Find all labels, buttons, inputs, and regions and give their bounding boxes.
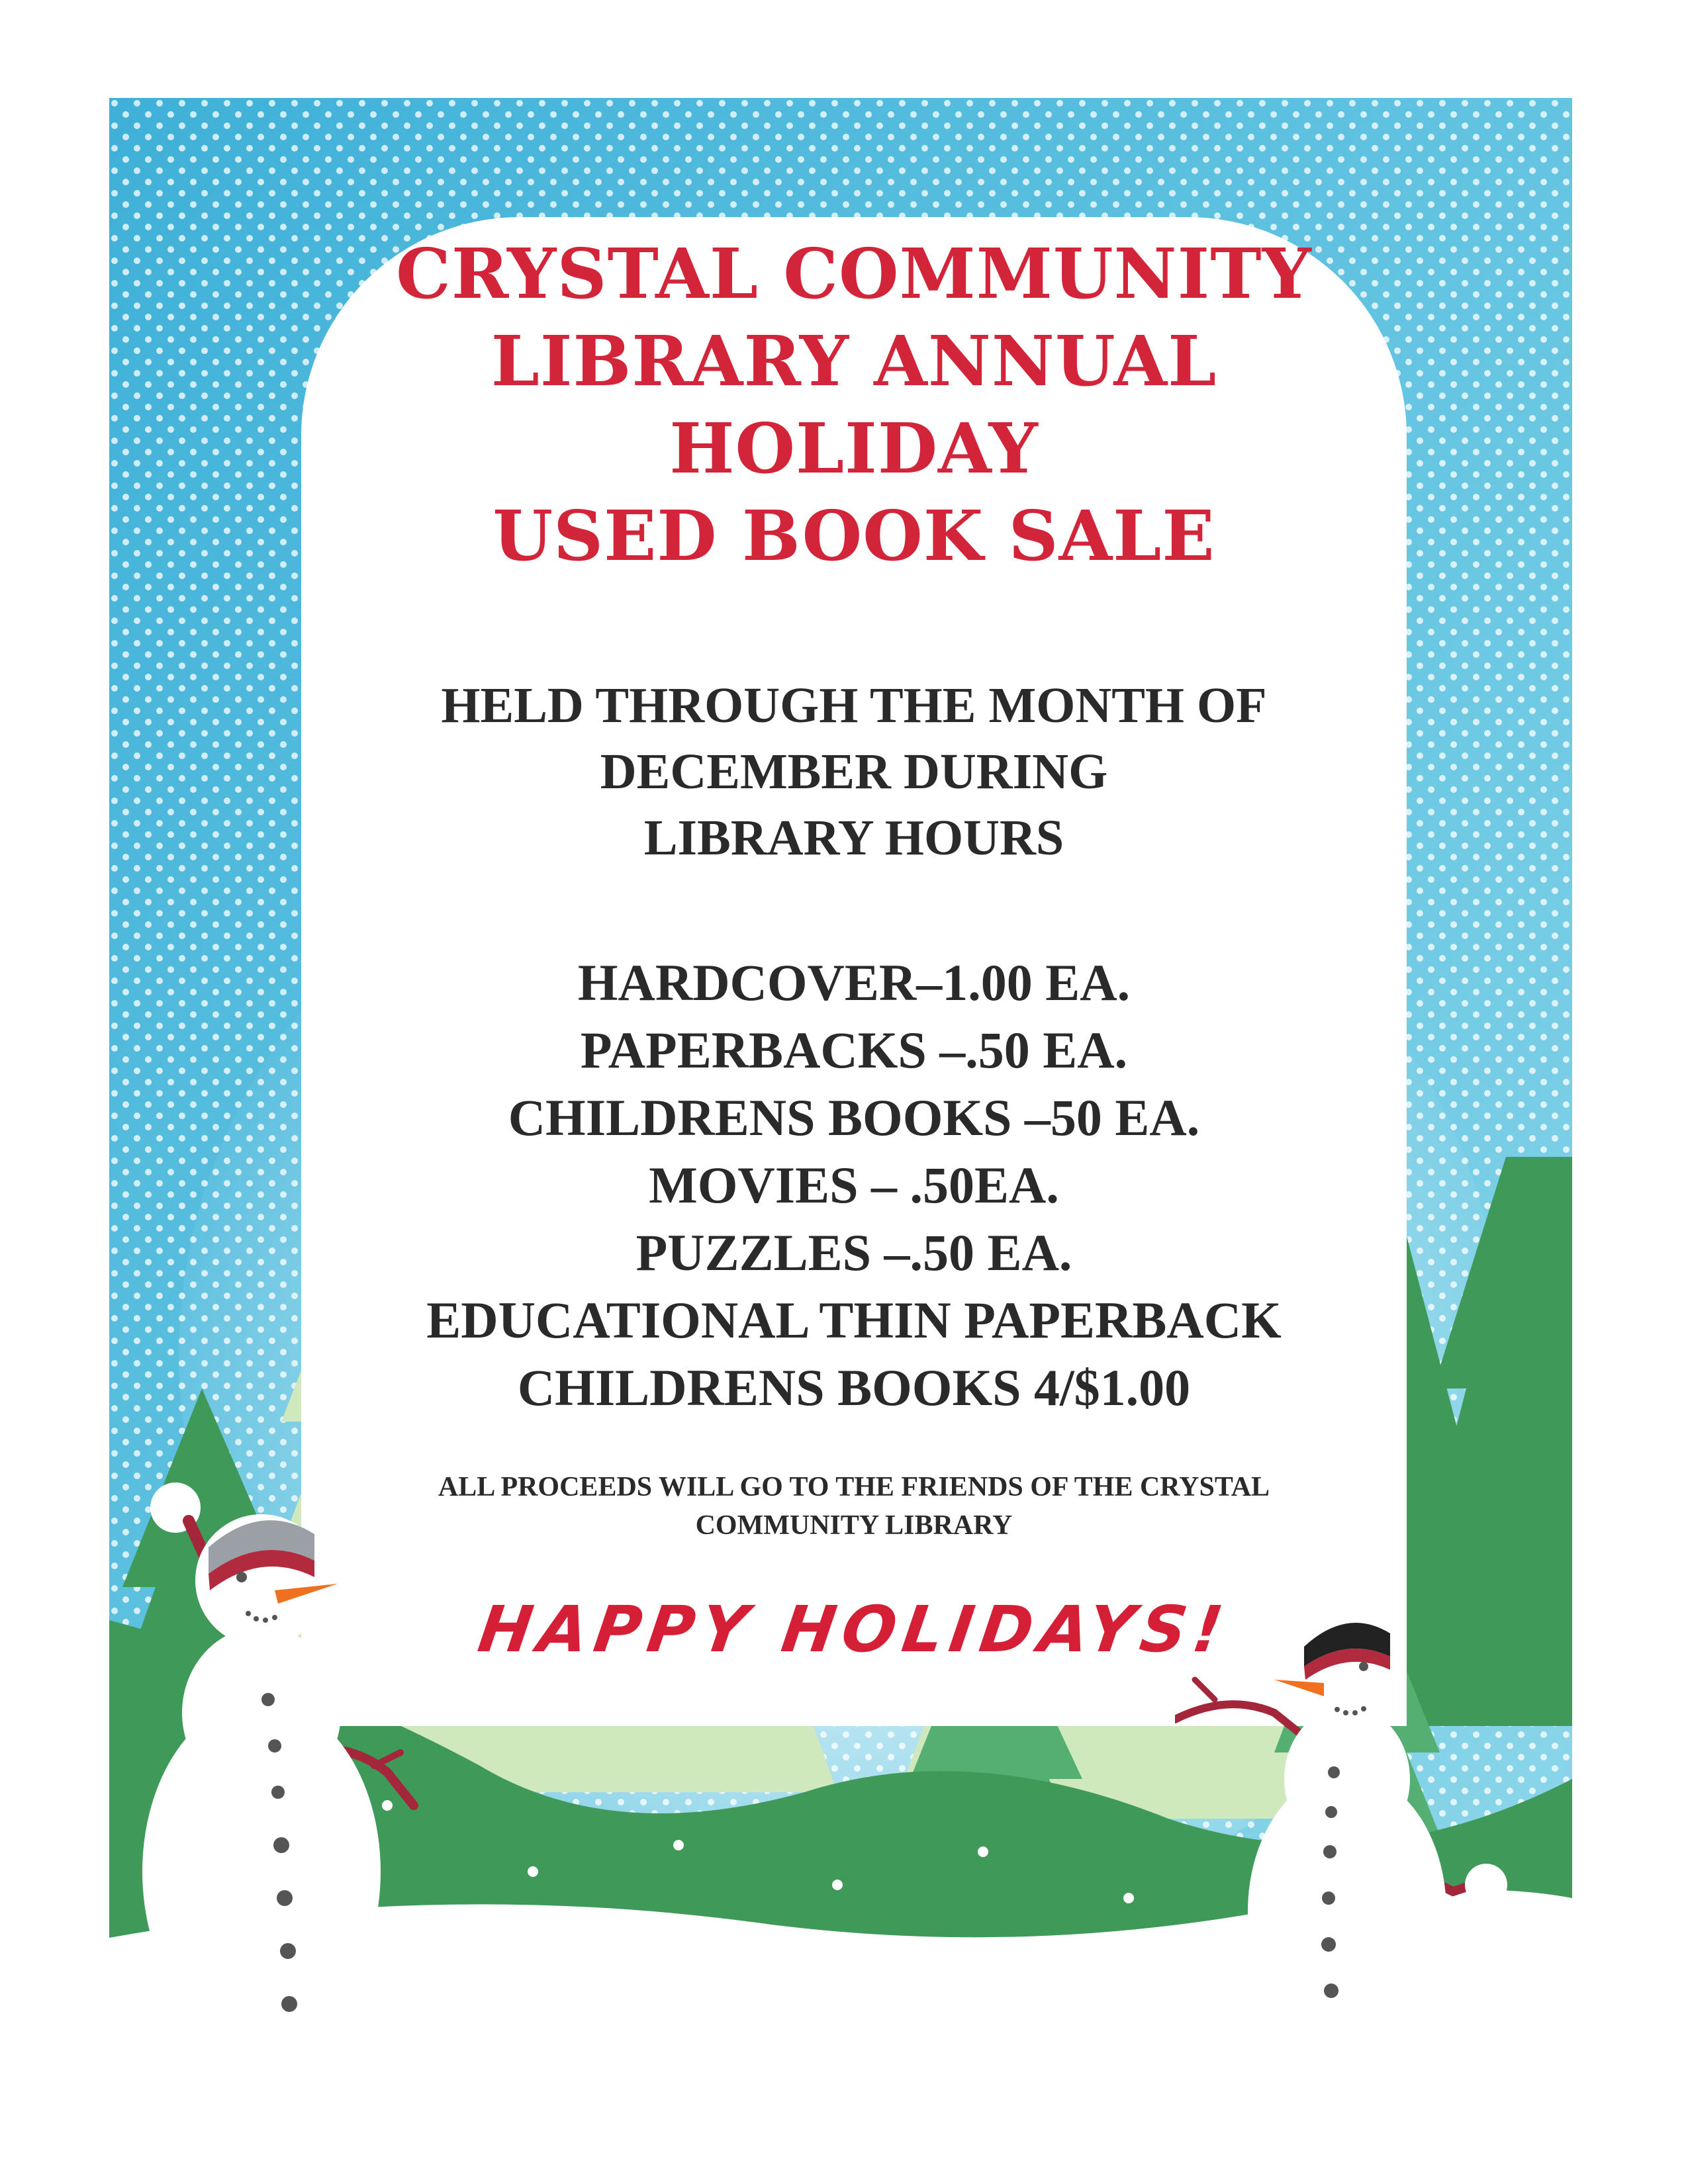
proceeds-line: ALL PROCEEDS WILL GO TO THE FRIENDS OF THE CRYSTAL [438, 1472, 1270, 1502]
snowman-icon [136, 1461, 467, 2037]
headline-line: CRYSTAL COMMUNITY [396, 233, 1312, 314]
holiday-flyer [109, 98, 1572, 2037]
schedule-line: DECEMBER DURING [600, 744, 1108, 799]
headline-line: USED BOOK SALE [492, 495, 1215, 576]
price-item: PAPERBACKS –.50 EA. [580, 1021, 1128, 1079]
schedule-line: LIBRARY HOURS [643, 810, 1064, 866]
price-item: CHILDRENS BOOKS –50 EA. [508, 1089, 1200, 1146]
price-item: HARDCOVER–1.00 EA. [577, 954, 1131, 1011]
headline-line: LIBRARY ANNUAL [491, 320, 1217, 402]
price-item: PUZZLES –.50 EA. [635, 1224, 1072, 1281]
price-list [281, 949, 1427, 1422]
snowman-icon [1175, 1561, 1519, 2037]
happy-holidays-greeting: HAPPY HOLIDAYS! [473, 1592, 1235, 1666]
price-item: MOVIES – .50EA. [649, 1156, 1059, 1214]
price-item: EDUCATIONAL THIN PAPERBACK [426, 1291, 1282, 1349]
schedule-line: HELD THROUGH THE MONTH OF [441, 678, 1267, 733]
headline-line: HOLIDAY [669, 408, 1039, 489]
price-item: CHILDRENS BOOKS 4/$1.00 [517, 1359, 1191, 1416]
flyer-content [281, 230, 1427, 1669]
schedule-block [281, 672, 1427, 871]
proceeds-line: COMMUNITY LIBRARY [695, 1510, 1013, 1541]
